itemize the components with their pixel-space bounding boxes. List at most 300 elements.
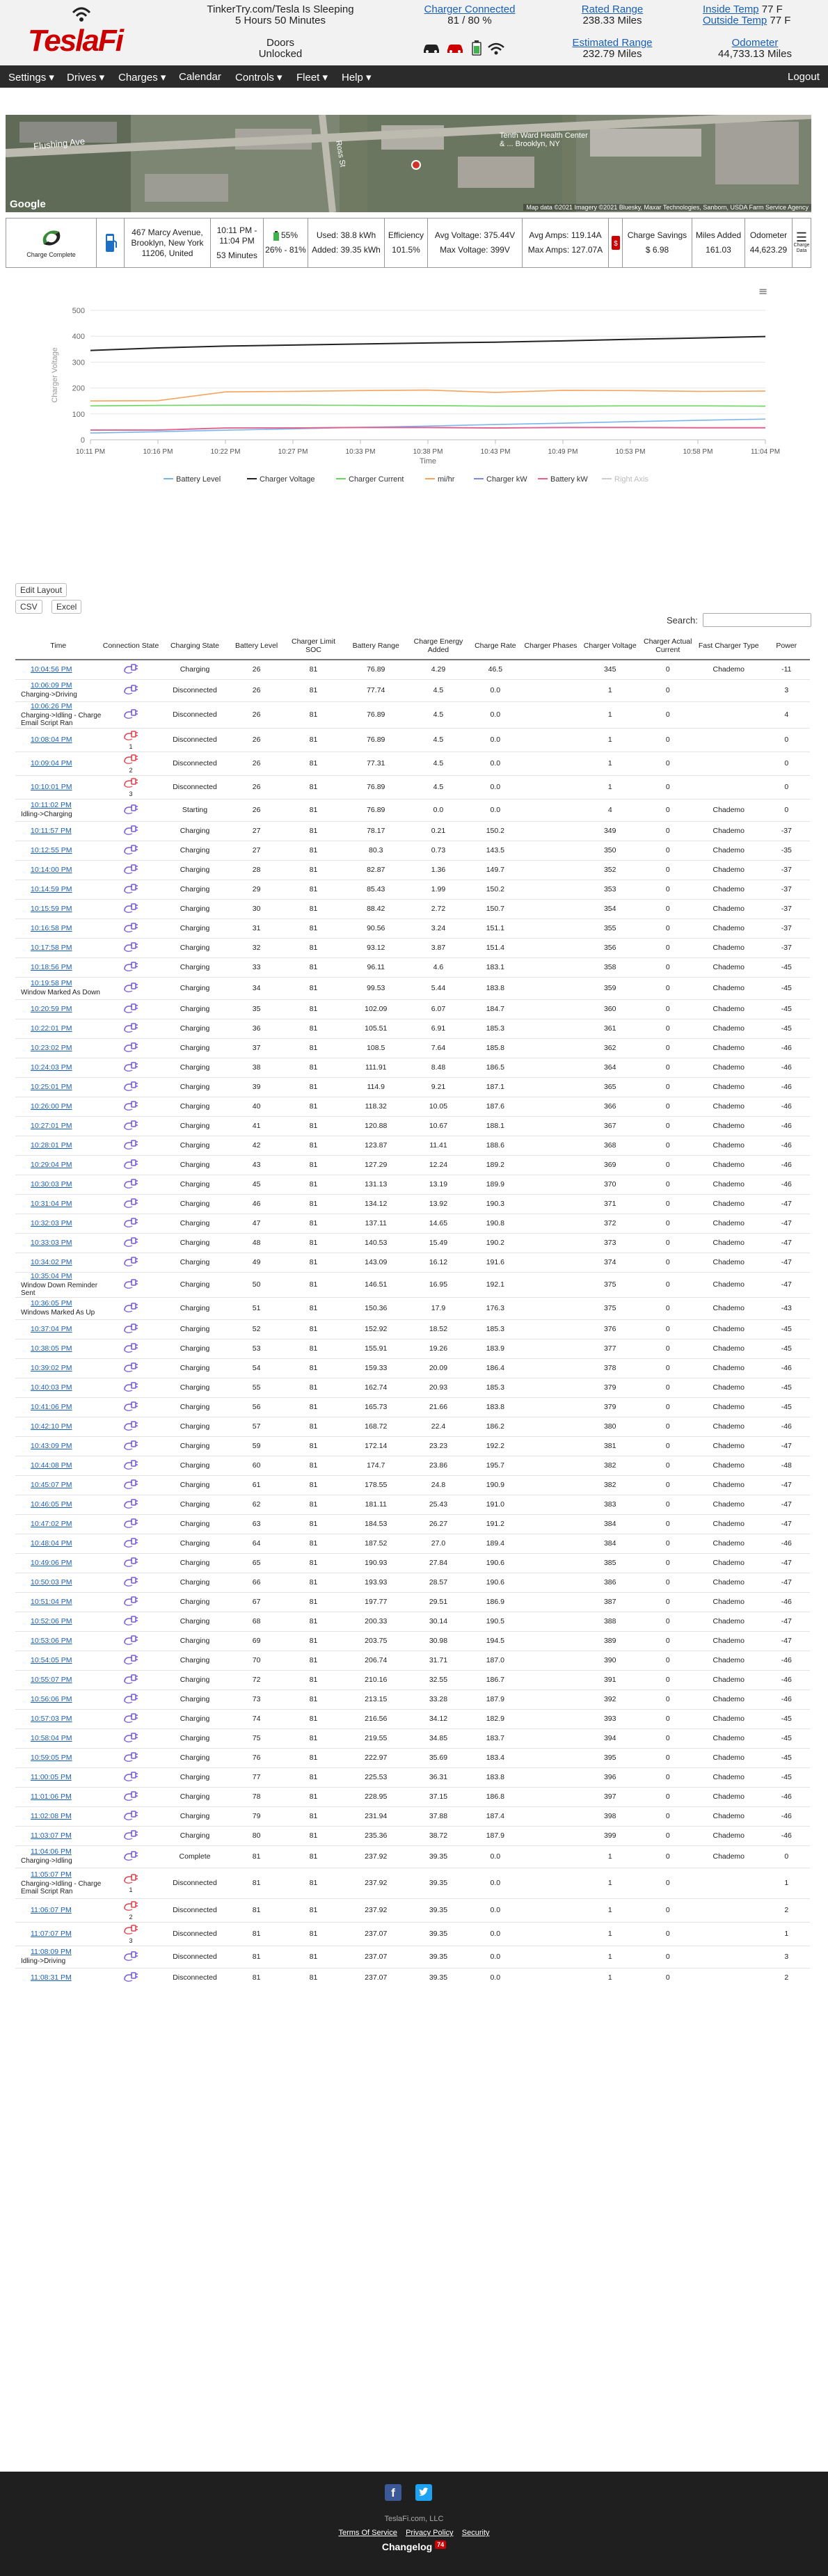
table-cell: 0	[642, 1845, 694, 1868]
plug-connected-icon	[122, 1322, 139, 1336]
time-link[interactable]: 10:33:03 PM	[31, 1238, 72, 1247]
table-cell: 75	[229, 1728, 284, 1748]
time-link[interactable]: 11:01:06 PM	[31, 1792, 72, 1801]
table-cell: 390	[579, 1651, 642, 1670]
time-link[interactable]: 10:38:05 PM	[31, 1344, 72, 1353]
table-cell	[523, 938, 579, 957]
table-cell	[523, 679, 579, 701]
time-note: Idling->Driving	[21, 1957, 66, 1965]
table-cell: Charging	[161, 1709, 230, 1728]
table-cell: 81	[284, 1397, 343, 1417]
time-link[interactable]: 10:27:01 PM	[31, 1121, 72, 1130]
table-cell: Charging	[161, 1116, 230, 1136]
time-link[interactable]: 10:32:03 PM	[31, 1218, 72, 1227]
plug-connected-icon	[122, 1850, 139, 1863]
table-cell: 0	[642, 841, 694, 860]
table-cell	[523, 821, 579, 841]
time-link[interactable]: 11:03:07 PM	[31, 1831, 72, 1840]
legend-item[interactable]	[336, 475, 404, 484]
nav-fleet[interactable]: Fleet ▾	[296, 72, 328, 84]
excel-button[interactable]: Excel	[51, 600, 81, 614]
time-link[interactable]: 10:17:58 PM	[31, 943, 72, 952]
time-link[interactable]: 10:16:58 PM	[31, 923, 72, 932]
time-link[interactable]: 10:04:56 PM	[31, 665, 72, 674]
wifi-icon[interactable]	[487, 42, 505, 56]
time-link[interactable]: 10:25:01 PM	[31, 1082, 72, 1091]
time-link[interactable]: 10:48:04 PM	[31, 1539, 72, 1548]
table-cell: 30.14	[408, 1612, 468, 1631]
battery-icon[interactable]	[472, 40, 481, 56]
legend-item[interactable]	[474, 475, 527, 484]
connection-state-cell	[101, 1592, 160, 1612]
column-header[interactable]: Charger Voltage	[579, 632, 642, 660]
table-cell	[523, 1868, 579, 1898]
table-cell: Disconnected	[161, 775, 230, 799]
nav-drives[interactable]: Drives ▾	[67, 72, 105, 84]
table-cell: -46	[763, 1592, 810, 1612]
table-cell: 0	[642, 799, 694, 821]
table-cell	[694, 701, 763, 728]
table-cell: 0	[642, 1748, 694, 1767]
time-link[interactable]: 11:07:07 PM	[31, 1929, 72, 1938]
table-row	[15, 1058, 810, 1077]
changelog-link[interactable]	[0, 2541, 828, 2552]
time-cell	[15, 752, 101, 775]
series-line-charger-current	[90, 405, 765, 406]
table-cell: 222.97	[343, 1748, 408, 1767]
table-cell: 81	[284, 1514, 343, 1534]
nav-charges[interactable]: Charges ▾	[118, 72, 166, 84]
table-cell: 39.35	[408, 1898, 468, 1922]
vehicle-state	[186, 4, 374, 26]
table-cell: Charging	[161, 1272, 230, 1297]
table-cell: 0	[642, 660, 694, 679]
column-header[interactable]: Charge Rate	[468, 632, 523, 660]
table-cell: 358	[579, 957, 642, 977]
time-link[interactable]: 10:46:05 PM	[31, 1500, 72, 1509]
table-cell: 33	[229, 957, 284, 977]
time-link[interactable]: 11:05:07 PM	[31, 1870, 72, 1879]
table-cell: 16.95	[408, 1272, 468, 1297]
time-link[interactable]: 10:06:26 PM	[31, 701, 72, 710]
time-link[interactable]: 10:22:01 PM	[31, 1024, 72, 1033]
time-link[interactable]: 10:06:09 PM	[31, 681, 72, 690]
table-cell: 0	[642, 679, 694, 701]
time-link[interactable]: 10:59:05 PM	[31, 1753, 72, 1762]
y-tick-label: 200	[72, 384, 85, 393]
table-cell	[523, 1339, 579, 1358]
table-cell: Chademo	[694, 1651, 763, 1670]
connection-state-cell	[101, 1495, 160, 1514]
table-cell: 81	[229, 1946, 284, 1968]
menu-icon[interactable]: ☰	[795, 230, 808, 244]
time-cell	[15, 1339, 101, 1358]
plug-connected-icon	[122, 981, 139, 995]
table-cell: 81	[284, 860, 343, 880]
time-link[interactable]: 10:56:06 PM	[31, 1694, 72, 1703]
table-cell: Disconnected	[161, 1922, 230, 1946]
time-link[interactable]: 10:12:55 PM	[31, 845, 72, 854]
table-cell: 10.05	[408, 1097, 468, 1116]
table-cell: 0	[642, 1728, 694, 1748]
time-link[interactable]: 10:19:58 PM	[31, 979, 72, 987]
table-cell: 81	[229, 1898, 284, 1922]
table-row	[15, 1767, 810, 1787]
table-cell: 0	[642, 1339, 694, 1358]
time-link[interactable]: 10:45:07 PM	[31, 1480, 72, 1489]
table-cell: Chademo	[694, 1214, 763, 1233]
car-door-icon[interactable]	[445, 42, 465, 54]
time-link[interactable]: 10:11:57 PM	[31, 826, 72, 835]
table-cell	[523, 1456, 579, 1475]
column-header[interactable]: Connection State	[101, 632, 160, 660]
table-row	[15, 880, 810, 899]
table-cell: 114.9	[343, 1077, 408, 1097]
time-cell	[15, 1898, 101, 1922]
time-link[interactable]: 10:10:01 PM	[31, 782, 72, 791]
terms-link[interactable]: Terms Of Service	[338, 2529, 397, 2537]
time-link[interactable]: 10:23:02 PM	[31, 1043, 72, 1052]
table-cell: Disconnected	[161, 1868, 230, 1898]
nav-help[interactable]: Help ▾	[342, 72, 372, 84]
charger-status-link[interactable]: Charger Connected	[424, 3, 516, 15]
column-header[interactable]: Charging State	[161, 632, 230, 660]
table-cell: Chademo	[694, 1358, 763, 1378]
table-cell: 4	[579, 799, 642, 821]
time-link[interactable]: 11:02:08 PM	[31, 1811, 72, 1820]
time-link[interactable]: 10:49:06 PM	[31, 1558, 72, 1567]
table-cell: 366	[579, 1097, 642, 1116]
time-link[interactable]: 10:42:10 PM	[31, 1422, 72, 1431]
time-link[interactable]: 10:37:04 PM	[31, 1324, 72, 1333]
time-link[interactable]: 10:39:02 PM	[31, 1363, 72, 1372]
time-link[interactable]: 10:57:03 PM	[31, 1714, 72, 1723]
csv-button[interactable]: CSV	[15, 600, 42, 614]
table-cell: 81	[284, 1019, 343, 1038]
plug-connected-icon	[122, 1595, 139, 1609]
table-cell: 4.5	[408, 775, 468, 799]
table-cell: 1	[579, 752, 642, 775]
table-cell: 231.94	[343, 1806, 408, 1826]
table-cell: 0	[642, 1253, 694, 1272]
table-cell: 182.9	[468, 1709, 523, 1728]
max-voltage: Max Voltage: 399V	[440, 245, 510, 255]
time-link[interactable]: 11:06:07 PM	[31, 1905, 72, 1914]
nav-calendar[interactable]: Calendar	[179, 71, 221, 83]
table-cell: 81	[284, 1272, 343, 1297]
table-cell: Chademo	[694, 1194, 763, 1214]
time-link[interactable]: 10:28:01 PM	[31, 1140, 72, 1150]
time-link[interactable]: 10:58:04 PM	[31, 1733, 72, 1742]
rated-range-link[interactable]: Rated Range	[581, 3, 644, 15]
table-cell: 190.5	[468, 1612, 523, 1631]
table-cell: 396	[579, 1767, 642, 1787]
table-cell: Charging	[161, 1397, 230, 1417]
column-header[interactable]: Charger Actual Current	[642, 632, 694, 660]
column-header[interactable]: Charge Energy Added	[408, 632, 468, 660]
table-cell: 29.51	[408, 1592, 468, 1612]
series-line-battery-level	[90, 419, 765, 433]
x-tick-label: 10:22 PM	[210, 448, 241, 456]
table-cell: 42	[229, 1136, 284, 1155]
table-cell: 31	[229, 919, 284, 938]
reconnect-count: 3	[129, 790, 133, 797]
table-cell: 77.74	[343, 679, 408, 701]
table-cell: 81	[284, 1787, 343, 1806]
time-link[interactable]: 10:53:06 PM	[31, 1636, 72, 1645]
y-tick-label: 100	[72, 410, 85, 419]
table-cell: 0	[642, 1806, 694, 1826]
table-cell	[523, 1155, 579, 1175]
time-link[interactable]: 10:26:00 PM	[31, 1102, 72, 1111]
table-cell: 43	[229, 1155, 284, 1175]
time-link[interactable]: 11:08:09 PM	[31, 1948, 72, 1956]
table-cell: 176.3	[468, 1297, 523, 1319]
table-cell: 372	[579, 1214, 642, 1233]
privacy-link[interactable]: Privacy Policy	[406, 2529, 454, 2537]
table-cell: 76.89	[343, 799, 408, 821]
connection-state-cell	[101, 1728, 160, 1748]
table-cell: 0	[642, 1898, 694, 1922]
time-link[interactable]: 10:30:03 PM	[31, 1179, 72, 1188]
legend-item[interactable]	[164, 475, 221, 484]
table-row	[15, 1631, 810, 1651]
time-link[interactable]: 10:54:05 PM	[31, 1655, 72, 1664]
table-cell	[523, 1651, 579, 1670]
time-link[interactable]: 11:04:06 PM	[31, 1847, 72, 1856]
table-cell: 0	[642, 1534, 694, 1553]
table-cell: Chademo	[694, 1233, 763, 1253]
connection-state-cell	[101, 1612, 160, 1631]
time-cell	[15, 1456, 101, 1475]
connection-state-cell	[101, 977, 160, 999]
time-link[interactable]: 10:31:04 PM	[31, 1199, 72, 1208]
table-cell: 39	[229, 1077, 284, 1097]
logout-link[interactable]: Logout	[788, 71, 820, 83]
table-cell: Chademo	[694, 1436, 763, 1456]
car-icon[interactable]	[422, 42, 441, 54]
table-cell: 1.99	[408, 880, 468, 899]
time-link[interactable]: 10:09:04 PM	[31, 758, 72, 768]
plug-disconnected-icon	[122, 729, 139, 743]
twitter-icon[interactable]	[415, 2484, 432, 2501]
charge-summary-strip	[6, 218, 811, 268]
column-header[interactable]: Power	[763, 632, 810, 660]
table-cell: 359	[579, 977, 642, 999]
table-cell: Charging	[161, 977, 230, 999]
table-cell: 187.4	[468, 1806, 523, 1826]
time-link[interactable]: 10:51:04 PM	[31, 1597, 72, 1606]
table-cell: -45	[763, 1728, 810, 1748]
connection-state-cell	[101, 1868, 160, 1898]
table-row	[15, 1689, 810, 1709]
location-map[interactable]	[6, 115, 811, 212]
table-cell: 184.7	[468, 999, 523, 1019]
table-cell: Charging	[161, 1787, 230, 1806]
table-cell: 382	[579, 1456, 642, 1475]
time-cell	[15, 1253, 101, 1272]
odometer-link[interactable]: Odometer	[731, 37, 779, 49]
time-link[interactable]: 10:52:06 PM	[31, 1616, 72, 1625]
column-header[interactable]: Charger Limit SOC	[284, 632, 343, 660]
time-note: Charging->Idling - Charge Email Script Ran	[21, 711, 102, 727]
charge-data-menu-label: Charge Data	[793, 242, 810, 253]
plug-connected-icon	[122, 863, 139, 877]
table-cell: -47	[763, 1573, 810, 1592]
table-cell: -37	[763, 899, 810, 919]
legend-item[interactable]	[602, 475, 648, 484]
connection-state-cell	[101, 938, 160, 957]
connection-state-cell	[101, 1514, 160, 1534]
time-link[interactable]: 10:35:04 PM	[31, 1271, 72, 1280]
connection-state-cell	[101, 1573, 160, 1592]
table-cell: 34	[229, 977, 284, 999]
table-cell: -47	[763, 1253, 810, 1272]
table-cell: 190.3	[468, 1194, 523, 1214]
plug-connected-icon	[122, 1478, 139, 1492]
table-cell: 235.36	[343, 1826, 408, 1845]
plug-connected-icon	[122, 1060, 139, 1074]
table-cell: 168.72	[343, 1417, 408, 1436]
connection-state-cell	[101, 1670, 160, 1689]
time-link[interactable]: 11:08:31 PM	[31, 1973, 72, 1982]
time-link[interactable]: 10:14:00 PM	[31, 865, 72, 874]
connection-state-cell	[101, 799, 160, 821]
x-tick-label: 10:58 PM	[683, 448, 713, 456]
column-header[interactable]: Charger Phases	[523, 632, 579, 660]
table-cell: 183.8	[468, 977, 523, 999]
table-cell	[523, 1297, 579, 1319]
time-link[interactable]: 10:44:08 PM	[31, 1461, 72, 1470]
column-header[interactable]: Fast Charger Type	[694, 632, 763, 660]
table-cell: Chademo	[694, 1514, 763, 1534]
time-link[interactable]: 10:08:04 PM	[31, 735, 72, 744]
time-link[interactable]: 10:41:06 PM	[31, 1402, 72, 1411]
table-cell: 76.89	[343, 728, 408, 752]
table-cell: 356	[579, 938, 642, 957]
time-link[interactable]: 10:20:59 PM	[31, 1004, 72, 1013]
plug-connected-icon	[122, 1119, 139, 1133]
time-link[interactable]: 10:40:03 PM	[31, 1383, 72, 1392]
charge-status-cell	[6, 218, 97, 267]
table-row	[15, 957, 810, 977]
table-cell: 384	[579, 1534, 642, 1553]
table-cell: 0	[642, 1319, 694, 1339]
table-cell: Disconnected	[161, 679, 230, 701]
table-cell: 0	[642, 1097, 694, 1116]
time-note: Charging->Idling	[21, 1857, 72, 1865]
table-cell: 81	[284, 1417, 343, 1436]
table-cell: 93.12	[343, 938, 408, 957]
estimated-range-link[interactable]: Estimated Range	[572, 37, 653, 49]
table-cell	[694, 1946, 763, 1968]
y-axis-title: Charger Voltage	[51, 347, 59, 403]
table-cell: 82.87	[343, 860, 408, 880]
table-cell: 186.5	[468, 1058, 523, 1077]
time-link[interactable]: 10:15:59 PM	[31, 904, 72, 913]
plug-connected-icon	[122, 1080, 139, 1094]
miles-added-value: 161.03	[706, 245, 731, 255]
plug-connected-icon	[122, 1634, 139, 1648]
time-link[interactable]: 10:14:59 PM	[31, 884, 72, 893]
column-header[interactable]: Time	[15, 632, 101, 660]
miles-added	[692, 218, 745, 267]
table-cell: 62	[229, 1495, 284, 1514]
time-link[interactable]: 10:47:02 PM	[31, 1519, 72, 1528]
legend-item[interactable]	[538, 475, 588, 484]
outside-temp-link[interactable]: Outside Temp	[703, 15, 767, 26]
legend-item[interactable]	[425, 475, 455, 484]
table-cell: 76.89	[343, 775, 408, 799]
table-cell: 56	[229, 1397, 284, 1417]
plug-connected-icon	[122, 1653, 139, 1667]
nav-controls[interactable]: Controls ▾	[235, 72, 282, 84]
table-cell: Charging	[161, 1319, 230, 1339]
time-link[interactable]: 10:24:03 PM	[31, 1063, 72, 1072]
facebook-icon[interactable]: f	[385, 2484, 401, 2501]
table-cell: 0	[642, 1077, 694, 1097]
time-link[interactable]: 10:34:02 PM	[31, 1257, 72, 1266]
plug-connected-icon	[122, 1536, 139, 1550]
time-link[interactable]: 10:36:05 PM	[31, 1299, 72, 1307]
charge-time-end: 11:04 PM	[219, 235, 255, 246]
table-cell: Chademo	[694, 1670, 763, 1689]
table-cell: 0	[642, 1651, 694, 1670]
time-link[interactable]: 10:18:56 PM	[31, 962, 72, 971]
table-cell: 81	[284, 919, 343, 938]
table-row	[15, 1826, 810, 1845]
time-link[interactable]: 10:29:04 PM	[31, 1160, 72, 1169]
connection-state-cell	[101, 1175, 160, 1194]
time-link[interactable]: 10:55:07 PM	[31, 1675, 72, 1684]
connection-state-cell	[101, 821, 160, 841]
table-cell: 143.5	[468, 841, 523, 860]
column-header[interactable]: Battery Level	[229, 632, 284, 660]
time-link[interactable]: 10:11:02 PM	[31, 801, 72, 809]
table-cell: 0	[642, 1573, 694, 1592]
chart-menu-icon[interactable]: ≡	[758, 285, 768, 298]
table-cell: 0.21	[408, 821, 468, 841]
table-cell: 185.3	[468, 1019, 523, 1038]
teslafi-logo[interactable]	[28, 3, 122, 58]
charge-status-label: Charge Complete	[26, 251, 76, 258]
nav-settings[interactable]: Settings ▾	[8, 72, 54, 84]
footer-company: TeslaFi.com, LLC	[384, 2515, 444, 2523]
search-input[interactable]	[703, 613, 811, 627]
time-link[interactable]: 11:00:05 PM	[31, 1772, 72, 1781]
table-cell: 73	[229, 1689, 284, 1709]
column-header[interactable]: Battery Range	[343, 632, 408, 660]
table-cell: 191.6	[468, 1253, 523, 1272]
table-cell: 162.74	[343, 1378, 408, 1397]
legend-item[interactable]	[247, 475, 315, 484]
time-cell	[15, 1573, 101, 1592]
table-cell	[694, 1968, 763, 1987]
table-cell: Chademo	[694, 880, 763, 899]
charge-data-menu[interactable]	[793, 218, 811, 267]
table-cell: 81	[284, 1922, 343, 1946]
time-link[interactable]: 10:50:03 PM	[31, 1577, 72, 1587]
time-link[interactable]: 10:43:09 PM	[31, 1441, 72, 1450]
table-cell: 39.35	[408, 1922, 468, 1946]
table-cell: -47	[763, 1553, 810, 1573]
table-cell	[694, 679, 763, 701]
security-link[interactable]: Security	[461, 2529, 490, 2537]
connection-state-cell	[101, 841, 160, 860]
edit-layout-button[interactable]: Edit Layout	[15, 583, 67, 597]
table-cell: Chademo	[694, 1553, 763, 1573]
inside-temp-link[interactable]: Inside Temp	[703, 3, 759, 15]
